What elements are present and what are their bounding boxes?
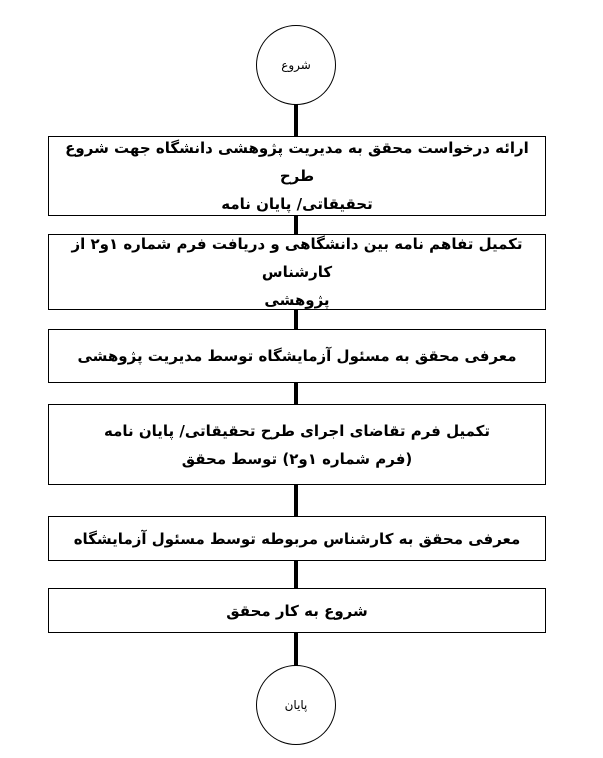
process-step-6-line-1: شروع به کار محقق (226, 601, 368, 620)
end-terminal (256, 665, 336, 745)
start-terminal (256, 25, 336, 105)
process-step-1-line-1: ارائه درخواست محقق به مدیریت پژوهشی دانشگاه جهت شروع طرح (65, 139, 529, 185)
process-step-4 (48, 404, 546, 485)
process-step-2 (48, 234, 546, 310)
process-step-6 (48, 588, 546, 633)
start-label: شروع (281, 58, 311, 72)
connector-step-4-to-step-5 (294, 484, 298, 516)
process-step-3 (48, 329, 546, 383)
connector-start-to-step-1 (294, 104, 298, 136)
connector-step-5-to-step-6 (294, 560, 298, 588)
process-step-2-line-2: پژوهشی (264, 291, 330, 309)
process-step-4-line-2: (فرم شماره ۱و۲) توسط محقق (181, 449, 413, 468)
process-step-5 (48, 516, 546, 561)
process-step-1-line-2: تحقیقاتی/ پایان نامه (221, 195, 373, 213)
process-step-5-line-1: معرفی محقق به کارشناس مربوطه توسط مسئول آزمایشگاه (73, 529, 521, 548)
process-step-1 (48, 136, 546, 216)
process-step-3-line-1: معرفی محقق به مسئول آزمایشگاه توسط مدیریت پژوهشی (77, 347, 517, 365)
connector-step-6-to-end (294, 632, 298, 668)
end-label: پایان (284, 698, 308, 712)
process-step-4-line-1: تکمیل فرم تقاضای اجرای طرح تحقیقاتی/ پایان نامه (103, 421, 491, 440)
process-step-2-line-1: تکمیل تفاهم نامه بین دانشگاهی و دریافت فرم شماره ۱و۲ از کارشناس (71, 235, 523, 281)
connector-step-3-to-step-4 (294, 382, 298, 404)
